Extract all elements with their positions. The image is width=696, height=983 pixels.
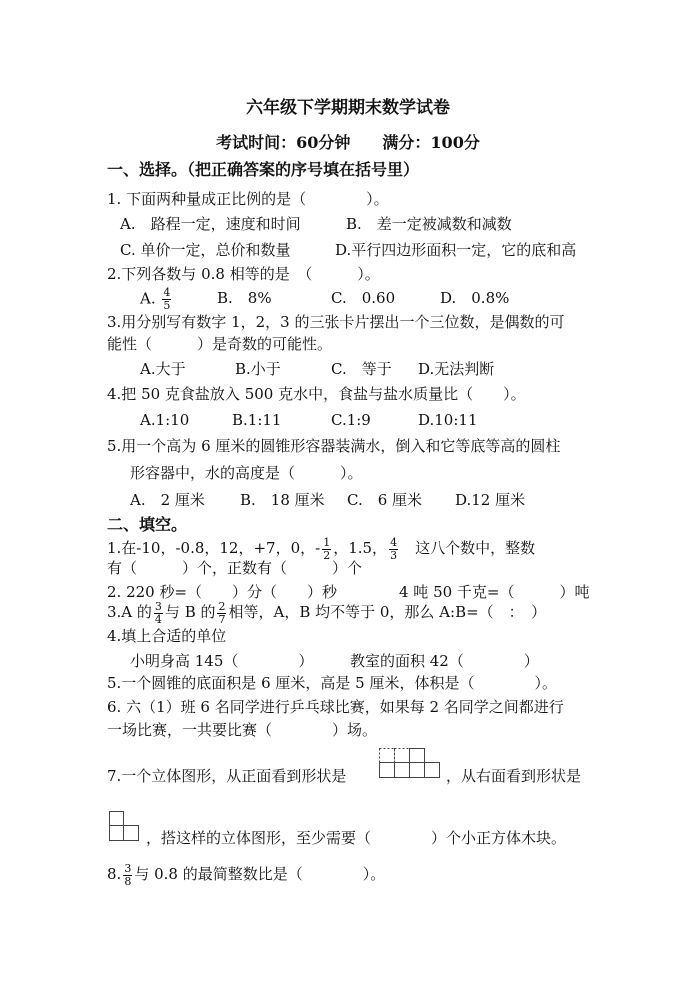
s2-q6-line2: 一场比赛，一共要比赛（ ）场。 bbox=[107, 721, 378, 739]
s2-q6-line1: 6. 六（1）班 6 名同学进行乒乓球比赛，如果每 2 名同学之间都进行 bbox=[107, 698, 564, 716]
right-view-figure bbox=[108, 810, 140, 842]
exam-subtitle: 考试时间：60分钟 满分：100分 bbox=[216, 133, 480, 152]
s1-q4-option-b: B.1:11 bbox=[232, 411, 282, 429]
s1-q2-a-label: A. bbox=[140, 289, 156, 308]
fraction-denominator: 2 bbox=[323, 548, 331, 562]
s2-q3-part1: 3.A 的 bbox=[107, 603, 152, 621]
s1-q2-option-d: D. 0.8% bbox=[440, 289, 510, 307]
s2-q4-right: 教室的面积 42（ ） bbox=[350, 652, 539, 670]
s2-q1-part3: 这八个数中，整数 bbox=[400, 539, 536, 557]
s2-q8-fraction-three-eighths bbox=[123, 863, 132, 888]
s1-q3-option-c: C. 等于 bbox=[331, 360, 392, 378]
s1-q5-option-d: D.12 厘米 bbox=[455, 491, 526, 509]
s2-q8-part2: 与 0.8 的最简整数比是（ ）。 bbox=[134, 865, 386, 883]
s1-q1-stem: 1. 下面两种量成正比例的是（ ）。 bbox=[107, 190, 389, 208]
s1-q1-option-a: A. 路程一定，速度和时间 bbox=[120, 215, 301, 233]
front-view-cell bbox=[380, 763, 395, 778]
front-view-cell bbox=[410, 763, 425, 778]
s1-q5-line1: 5.用一个高为 6 厘米的圆锥形容器装满水，倒入和它等底等高的圆柱 bbox=[107, 437, 561, 455]
s2-q3-fraction-two-sevenths bbox=[217, 601, 226, 626]
s1-q4-option-c: C.1:9 bbox=[331, 411, 371, 429]
fraction-numerator: 3 bbox=[124, 861, 132, 875]
s2-q2-left: 2. 220 秒=（ ）分（ ）秒 bbox=[107, 583, 338, 601]
s1-q5-line2: 形容器中，水的高度是（ ）。 bbox=[130, 464, 363, 482]
fraction-numerator: 3 bbox=[154, 599, 162, 613]
s1-q5-option-c: C. 6 厘米 bbox=[347, 491, 423, 509]
s1-q2-a-fraction bbox=[162, 287, 171, 312]
s1-q3-option-b: B.小于 bbox=[235, 360, 281, 378]
exam-title: 六年级下学期期末数学试卷 bbox=[246, 98, 450, 118]
s1-q2-stem: 2.下列各数与 0.8 相等的是 （ ）。 bbox=[107, 265, 380, 283]
s2-q1-part2: ，1.5， bbox=[333, 539, 388, 557]
s1-q3-option-a: A.大于 bbox=[140, 360, 186, 378]
s2-q5-stem: 5.一个圆锥的底面积是 6 厘米，高是 5 厘米，体积是（ ）。 bbox=[107, 674, 557, 692]
front-view-cell bbox=[425, 763, 440, 778]
s1-q3-option-d: D.无法判断 bbox=[418, 360, 495, 378]
s1-q5-option-a: A. 2 厘米 bbox=[130, 491, 205, 509]
fraction-numerator: 4 bbox=[390, 535, 398, 549]
s2-q4-stem: 4.填上合适的单位 bbox=[107, 627, 227, 645]
right-view-cell bbox=[110, 812, 124, 826]
right-view-cell bbox=[110, 826, 124, 841]
front-view-cell bbox=[395, 763, 410, 778]
s2-q3-part3: 相等，A，B 均不等于 0，那么 A:B=（ ： ） bbox=[228, 603, 547, 621]
s1-q5-option-b: B. 18 厘米 bbox=[240, 491, 325, 509]
s1-q4-option-d: D.10:11 bbox=[418, 411, 478, 429]
front-view-hidden-cell bbox=[380, 749, 395, 763]
section2-heading: 二、填空。 bbox=[107, 515, 188, 534]
fraction-numerator: 1 bbox=[323, 535, 331, 549]
front-view-top-cell bbox=[410, 749, 425, 763]
s2-q3-line bbox=[107, 600, 546, 626]
s2-q2-right: 4 吨 50 千克=（ ）吨 bbox=[399, 583, 590, 601]
s1-q1-option-b: B. 差一定被减数和减数 bbox=[346, 215, 512, 233]
front-view-hidden-cell bbox=[395, 749, 410, 763]
right-view-cell bbox=[124, 826, 139, 841]
front-view-figure bbox=[378, 747, 442, 779]
s1-q2-option-c: C. 0.60 bbox=[331, 289, 396, 307]
s2-q1-fraction-four-thirds bbox=[389, 537, 398, 562]
s1-q3-line1: 3.用分别写有数字 1，2，3 的三张卡片摆出一个三位数，是偶数的可 bbox=[107, 313, 565, 331]
fraction-numerator: 2 bbox=[218, 599, 226, 613]
section1-heading: 一、选择。（把正确答案的序号填在括号里） bbox=[107, 160, 420, 179]
s1-q3-line2: 能性（ ）是奇数的可能性。 bbox=[107, 335, 333, 353]
s1-q1-option-c: C. 单价一定，总价和数量 bbox=[120, 241, 291, 259]
s2-q7-part2: ，从右面看到形状是 bbox=[446, 767, 582, 785]
s1-q4-stem: 4.把 50 克食盐放入 500 克水中，食盐与盐水质量比（ ）。 bbox=[107, 385, 526, 403]
s2-q8-part1: 8. bbox=[107, 865, 122, 883]
s1-q4-option-a: A.1:10 bbox=[140, 411, 190, 429]
fraction-numerator: 4 bbox=[163, 286, 171, 299]
fraction-denominator: 3 bbox=[390, 548, 398, 562]
fraction-denominator: 5 bbox=[163, 299, 171, 312]
s2-q7-line2: ，搭这样的立体图形，至少需要（ ）个小正方体木块。 bbox=[146, 829, 567, 847]
s2-q1-part1: 1.在-10，-0.8，12，+7，0，- bbox=[107, 539, 321, 557]
fraction-denominator: 4 bbox=[154, 612, 162, 626]
s2-q3-fraction-three-quarters bbox=[154, 601, 163, 626]
s2-q1-line2: 有（ ）个，正数有（ ）个 bbox=[107, 559, 363, 577]
s1-q2-option-a bbox=[140, 287, 173, 312]
s2-q8-line bbox=[107, 862, 385, 888]
s2-q3-part2: 与 B 的 bbox=[164, 603, 216, 621]
s1-q2-option-b: B. 8% bbox=[217, 289, 272, 307]
fraction-denominator: 8 bbox=[124, 874, 132, 888]
s1-q1-option-d: D.平行四边形面积一定，它的底和高 bbox=[335, 241, 577, 259]
s2-q7-part1: 7.一个立体图形，从正面看到形状是 bbox=[107, 767, 347, 785]
fraction-denominator: 7 bbox=[218, 612, 226, 626]
s2-q4-left: 小明身高 145（ ） bbox=[130, 652, 314, 670]
